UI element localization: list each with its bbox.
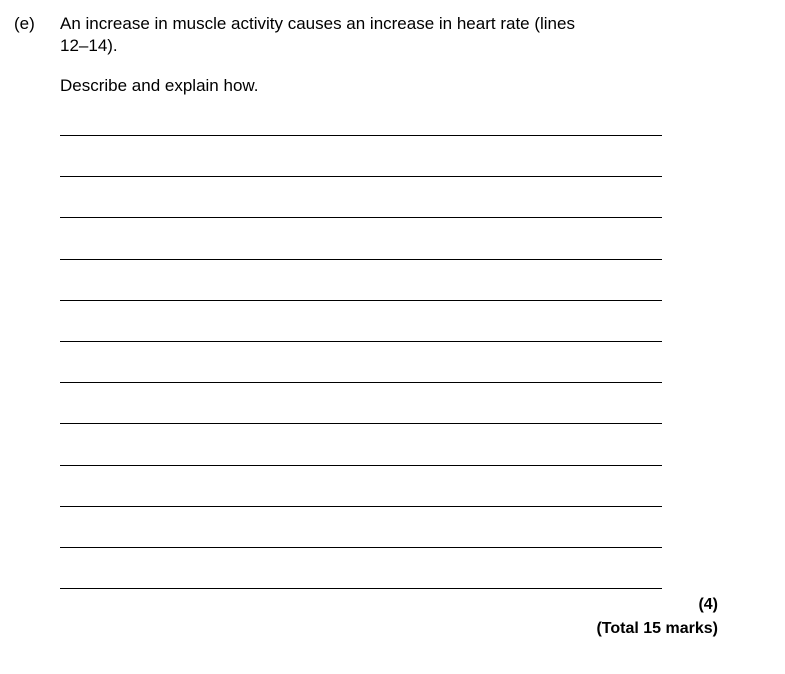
question-text-line-1: An increase in muscle activity causes an increase in heart rate (lines [60,14,575,33]
marks-label: (4) [698,596,718,613]
answer-line[interactable] [60,423,662,424]
instruction-text: Describe and explain how. [60,76,259,95]
answer-line[interactable] [60,506,662,507]
part-label: (e) [14,14,35,33]
total-marks-label: (Total 15 marks) [596,620,718,637]
answer-lines-area[interactable] [60,0,662,674]
question-text-line-2: 12–14). [60,36,118,55]
answer-line[interactable] [60,341,662,342]
answer-line[interactable] [60,300,662,301]
answer-line[interactable] [60,588,662,589]
answer-line[interactable] [60,465,662,466]
answer-line[interactable] [60,135,662,136]
answer-line[interactable] [60,217,662,218]
answer-line[interactable] [60,382,662,383]
answer-line[interactable] [60,259,662,260]
answer-line[interactable] [60,176,662,177]
answer-line[interactable] [60,547,662,548]
